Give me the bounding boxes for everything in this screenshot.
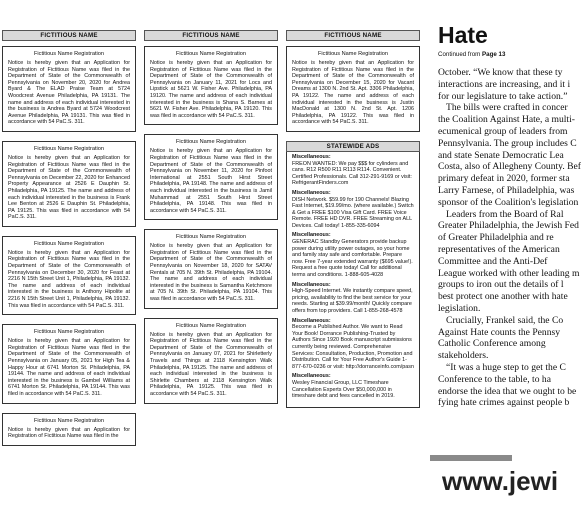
notice-body: Notice is hereby given that an Application for Registration of Fictitious Name was filed in the Department of State of the Commonwealth of Pennsylvania on December 30, 2020 for Feast at 2216 N 15th Street Unit 1, Philadelphia, PA 19132. The name and address of each individual interested in the business is Anthony Hipolite at 2216 N 15th Street Unit 1, Philadelphia, PA 19132. This was filed in accordance with 54 PaC.S. 311. xyxy=(8,249,130,309)
ad-label: Miscellaneous: xyxy=(292,281,331,288)
section-header: FICTITIOUS NAME xyxy=(2,30,136,41)
notice-title: Fictitious Name Registration xyxy=(34,145,104,152)
notice-title: Fictitious Name Registration xyxy=(34,51,104,57)
article-line: legislation. xyxy=(438,302,481,314)
article-line: of Greater Philadelphia and re xyxy=(438,232,554,244)
notice-body: Notice is hereby given that an Application for Registration of Fictitious Name was filed in the xyxy=(8,426,130,440)
notice-title: Fictitious Name Registration xyxy=(176,51,246,57)
ad-text: GENERAC Standby Generators provide backup power during utility power outages, so your home and family stay safe and comfortable. Prepare now. Free 7-year extended warranty ($695 value!). Request a free quote today! Call for additional terms and conditions. 1-888-605-4028 xyxy=(292,239,413,279)
legal-notice xyxy=(144,318,278,404)
notice-title: Fictitious Name Registration xyxy=(176,139,246,146)
ad-label: Miscellaneous: xyxy=(292,189,331,196)
notice-body: Notice is hereby given that an Application for Registration of Fictitious Name was filed in the Department of State of the Commonwealth of Pennsylvania on November 18, 2020 for SATAV Rentals at 705 N. 39th St. Philadelphia, PA 19104. The name and address of each individual interested in the business is Samantha Ketchmore at 705 N. 39th St. Philadelphia, PA 19104. This was filed in accordance with 54 PaC.S. 311. xyxy=(150,243,272,303)
notice-body: Notice is hereby given that an Application for Registration of Fictitious Name was filed in the Department of State of the Commonwealth of Pennsylvania on December 15, 2020 for Vacant Dreams at 1300 N. 2nd St. Apt. 3306 Philadelphia, PA 19122. The name and address of each individual interested in the business is Justin MacDonald at 1300 N. 2nd St. Apt. 1206 Philadelphia, PA 19122. This was filed in accordance with 54 PaC.S. 311. xyxy=(292,60,414,126)
legal-notice xyxy=(286,46,420,132)
ad-label: Miscellaneous: xyxy=(292,317,331,324)
article-line: Catholic Conference among xyxy=(438,338,546,350)
notice-body: Notice is hereby given that an Application for Registration of Fictitious Name was filed in the Department of State of the Commonwealth of Pennsylvania on December 22, 2020 for Enhanced Property Appearance at 2526 E Dauphin St. Philadelphia, PA 19125. The name and address of each individual interested in the business is Frank Lee Benton at 2526 E Dauphin St. Philadelphia, PA 19125. This was filed in accordance with 54 PaC.S. 311. xyxy=(8,154,130,221)
article-line: interactions are increasing, and it i xyxy=(438,78,571,90)
statewide-header: STATEWIDE ADS xyxy=(286,141,420,152)
article-body xyxy=(438,67,581,409)
ad-text: High-Speed Internet. We instantly compare speed, pricing, availability to find the best service for your needs. Starting at $39.99/month! Quickly compare offers from top providers. Call 1-855-268-4578 xyxy=(292,288,413,314)
notice-title: Fictitious Name Registration xyxy=(176,234,246,241)
ad-text: FREON WANTED: We pay $$$ for cylinders and cans. R12 R500 R11 R113 R114. Convenient. Certified Professionals. Call 312-291-9169 or visit: RefrigerantFinders.com xyxy=(292,160,412,187)
article-line: sponsor of the Coalition's legislation xyxy=(438,196,579,208)
continued-line xyxy=(438,51,512,59)
article-title: Hate xyxy=(438,22,488,48)
article-line: representatives of the American xyxy=(438,243,560,255)
article-line: Conference to the table, to ha xyxy=(438,373,551,385)
article-line: primary defeat in 2020, former sta xyxy=(438,173,570,185)
legal-notice xyxy=(2,236,136,315)
article-line: groups to iron out the details of l xyxy=(438,279,564,291)
notice-title: Fictitious Name Registration xyxy=(176,322,246,329)
notice-body: Notice is hereby given that an Application for Registration of Fictitious Name was filed in the Department of State of the Commonwealth of Pennsylvania on November 11, 2020 for Pinfoot International at 2551 South Hirst Street Philadelphia, PA 19148. The name and address of each individual interested in the business is Jamil Muhammad at 2551 South Hirst Street Philadelphia, PA 19148. This was filed in accordance with 54 PaC.S. 311. xyxy=(150,148,272,214)
article-line: fying hate crimes against people b xyxy=(438,397,570,409)
notice-body: Notice is hereby given that an Application for Registration of Fictitious Name was filed in the Department of State of the Commonwealth of Pennsylvania on November 20, 2020 for Andrea Byard & The ELAD Praise Team at 5724 Woodcrest Avenue Philadelphia, PA 19131. The name and address of each individual interested in the business is Andrea Byard at 5724 Woodcrest Avenue Philadelphia, PA 19131. This was filed in accordance with 54 PaC.S. 311. xyxy=(8,60,130,126)
article-line: The bills were crafted in concer xyxy=(446,102,568,114)
legal-notice xyxy=(2,413,136,446)
article-line: Greater Philadelphia, the Jewish Fed xyxy=(438,220,579,232)
article-line: Against Hate counts the Pennsy xyxy=(438,326,561,338)
legal-notice xyxy=(144,229,278,308)
article-hate xyxy=(430,0,581,512)
ad-text: Become a Published Author. We want to Read Your Book! Dorrance Publishing-Trusted by Authors Since 1920 Book manuscript submissions currently being reviewed. Comprehensive Services: Consultation, Production, Promotion and Distribution. Call for Your Free Author's Guide 1-877-670-0236 or visit: http://dorranceinfo.com/pasn xyxy=(292,324,414,370)
article-line: Larry Farnese, of Philadelphia, was xyxy=(438,184,575,196)
article-line: Committee and the Anti-Def xyxy=(438,255,548,267)
notice-body: Notice is hereby given that an Application for Registration of Fictitious Name was filed in the Department of State of the Commonwealth of Pennsylvania on January 11, 2021 for Locs and Lipstick at 5621 W. Fisher Ave. Philadelphia, PA 19120. The name and address of each individual interested in the business is Shana S. Barnes at 5621 W. Fisher Ave. Philadelphia, PA 19120. This was filed in accordance with 54 PaC.S. 311. xyxy=(150,60,272,119)
notice-title: Fictitious Name Registration xyxy=(34,240,104,247)
legal-notice xyxy=(144,134,278,220)
continued-page: Page 13 xyxy=(482,51,506,58)
ad-text: Wesley Financial Group, LLC Timeshare Cancellation Experts Over $50,000,000 in timeshare debt and fees cancelled in 2019. xyxy=(292,379,395,400)
legal-notice xyxy=(2,324,136,403)
ad-label: Miscellaneous: xyxy=(292,373,331,380)
ad-text: DISH Network. $59.99 for 190 Channels! Blazing Fast Internet, $19.99/mo. (where available.) Switch & Get a FREE $100 Visa Gift Card. FREE Voice Remote. FREE HD DVR. FREE Streaming on ALL Devices. Call today! 1-855-335-6094 xyxy=(292,196,414,229)
promo-url: www.jewi xyxy=(442,466,559,496)
ad-label: Miscellaneous: xyxy=(292,232,331,239)
statewide-ad xyxy=(292,154,414,187)
column-fictitious-2 xyxy=(144,30,278,512)
legal-notice xyxy=(144,46,278,125)
statewide-ads xyxy=(286,152,420,408)
article-line: for our legislature to take action.” xyxy=(438,90,568,102)
section-header: FICTITIOUS NAME xyxy=(144,30,278,41)
statewide-ad xyxy=(292,373,414,399)
statewide-ad xyxy=(292,282,414,315)
article-line: League worked with other leading m xyxy=(438,267,580,279)
website-promo-banner xyxy=(430,455,559,518)
column-fictitious-1 xyxy=(2,30,136,512)
statewide-ad xyxy=(292,318,414,371)
article-line: “It was a huge step to get the C xyxy=(446,361,566,373)
notice-body: Notice is hereby given that an Application for Registration of Fictitious Name was filed in the Department of State of the Commonwealth of Pennsylvania on January 05, 2021 for High Tea & Happy Hour at 6741 Morton St. Philadelphia, PA 19144. The name and address of each individual interested in the business is Gambel Williams at 6741 Morton St. Philadelphia, PA 19144. This was filed in accordance with 54 PaC.S. 311. xyxy=(8,338,130,397)
notice-title: Fictitious Name Registration xyxy=(318,51,388,57)
article-line: Crucially, Frankel said, the Co xyxy=(446,314,564,326)
article-line: October. “We know that these ty xyxy=(438,67,563,78)
column-fictitious-statewide xyxy=(286,30,420,512)
article-line: Costa, also of Allegheny County. Bef xyxy=(438,161,581,173)
article-line: stakeholders. xyxy=(438,350,489,362)
notice-title: Fictitious Name Registration xyxy=(34,329,104,336)
article-line: the Coalition Against Hate, a multi- xyxy=(438,114,575,126)
legal-notice xyxy=(2,46,136,132)
article-line: Pennsylvania. The group includes C xyxy=(438,137,577,149)
article-line: ecumenical group of leaders from xyxy=(438,125,568,137)
article-line: best protect one another with hate xyxy=(438,291,568,303)
article-line: endorse the idea that we ought to be xyxy=(438,385,577,397)
article-line: and state Senate Democratic Lea xyxy=(438,149,564,161)
statewide-ad xyxy=(292,190,414,230)
notice-title: Fictitious Name Registration xyxy=(34,417,104,424)
legal-notice xyxy=(2,141,136,227)
article-line: Leaders from the Board of Ral xyxy=(446,208,564,220)
ad-label: Miscellaneous: xyxy=(292,153,331,160)
continued-label: Continued from xyxy=(438,51,481,58)
section-header: FICTITIOUS NAME xyxy=(286,30,420,41)
notice-body: Notice is hereby given that an Application for Registration of Fictitious Name was filed in the Department of State of the Commonwealth of Pennsylvania on January 07, 2021 for Shirletterly Travels and Things at 2118 Kensington Walk Philadelphia, PA 19125. The name and address of each individual interested in the business is Shirlette Chambers at 2118 Kensington Walk Philadelphia, PA 19125. This was filed in accordance with 54 PaC.S. 311. xyxy=(150,331,272,397)
statewide-ad xyxy=(292,232,414,278)
